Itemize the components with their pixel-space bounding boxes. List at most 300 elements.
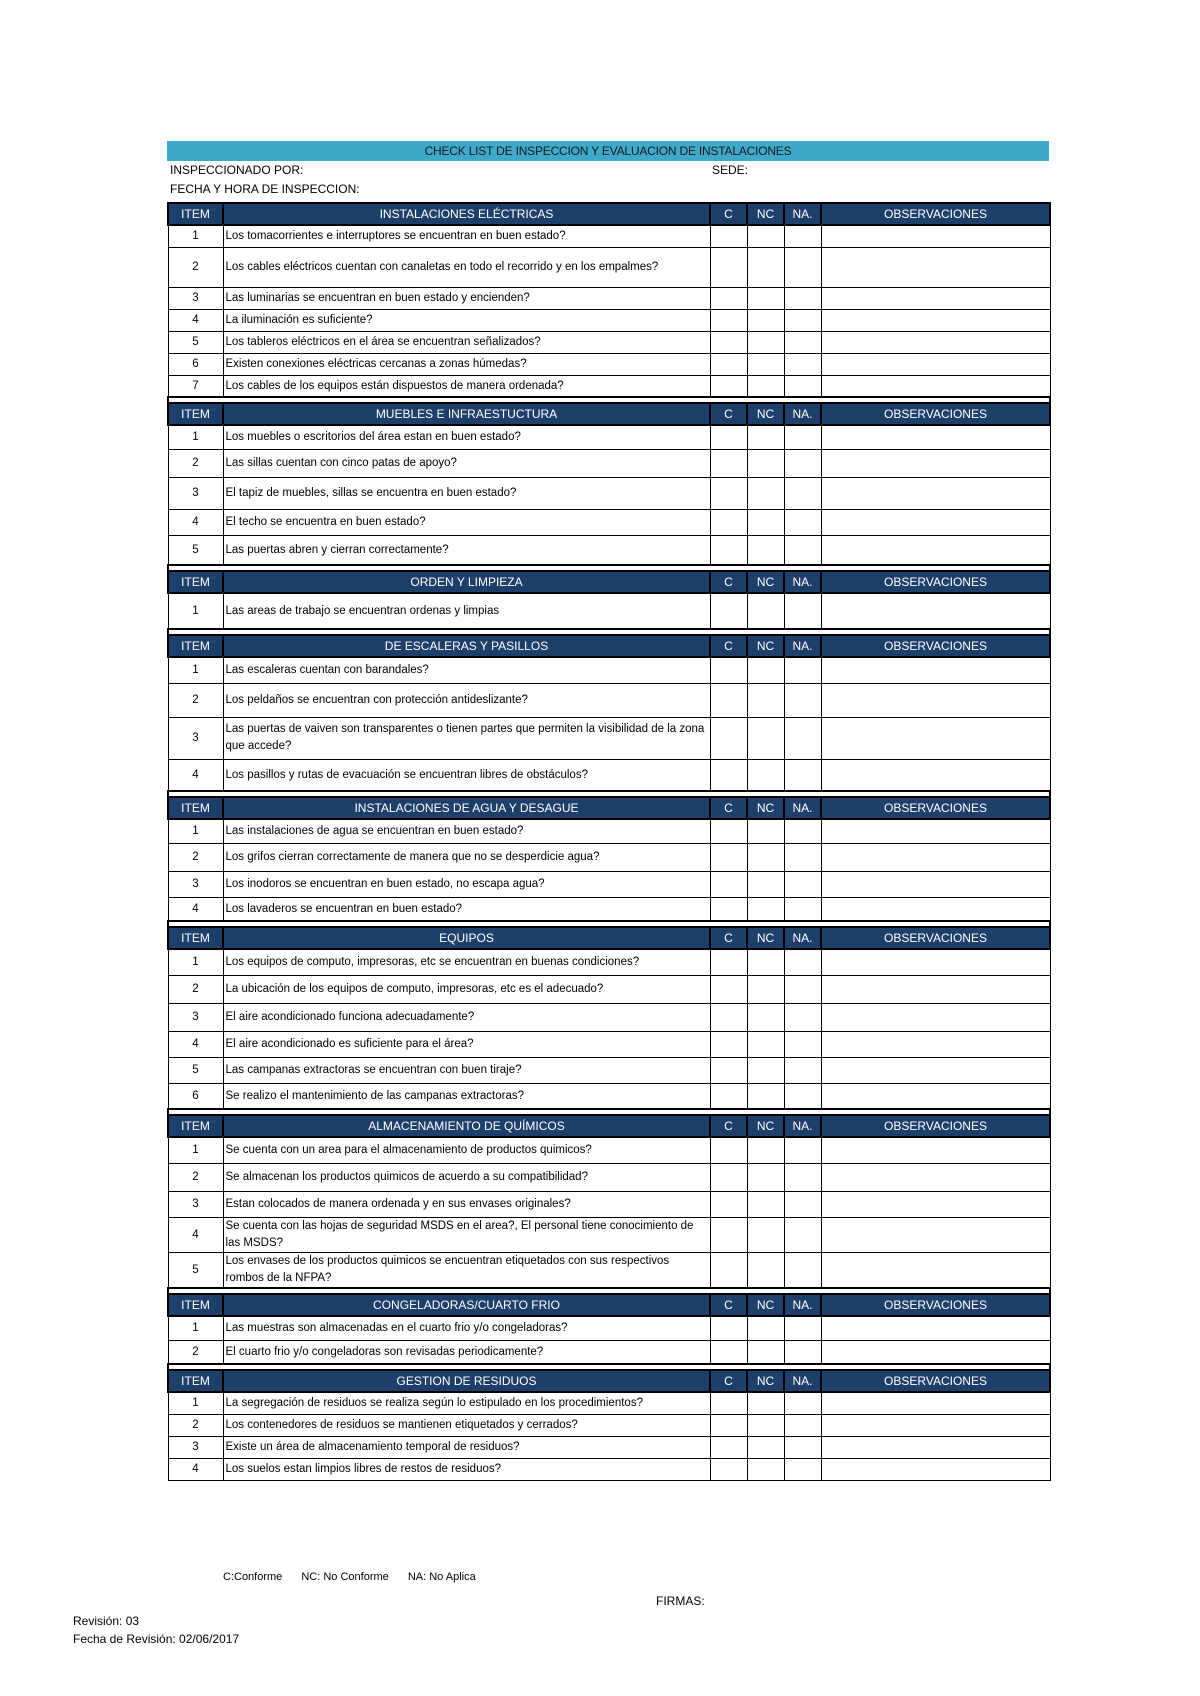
c-checkbox-cell[interactable]	[710, 759, 747, 791]
na-header: NA.	[784, 1294, 821, 1316]
na-checkbox-cell[interactable]	[784, 309, 821, 331]
section-table	[167, 1293, 1051, 1369]
obs-header: OBSERVACIONES	[821, 797, 1050, 819]
c-checkbox-cell[interactable]	[710, 1163, 747, 1191]
section-header	[168, 203, 1050, 225]
legend-na: NA: No Aplica	[407, 1571, 476, 1583]
item-number: 7	[168, 375, 223, 397]
na-header: NA.	[784, 1115, 821, 1137]
c-checkbox-cell[interactable]	[710, 353, 747, 375]
observations-cell[interactable]	[821, 1057, 1050, 1083]
c-header: C	[710, 1370, 747, 1392]
c-checkbox-cell[interactable]	[710, 1191, 747, 1217]
checklist-row	[168, 1057, 1050, 1083]
checklist-row	[168, 1137, 1050, 1163]
na-header: NA.	[784, 1370, 821, 1392]
item-header: ITEM	[168, 403, 223, 425]
section-title: DE ESCALERAS Y PASILLOS	[223, 635, 710, 657]
item-number: 1	[168, 593, 223, 629]
item-header: ITEM	[168, 927, 223, 949]
c-checkbox-cell[interactable]	[710, 535, 747, 565]
question-text: Existen conexiones eléctricas cercanas a zonas húmedas?	[223, 353, 710, 375]
item-number: 4	[168, 897, 223, 921]
na-checkbox-cell[interactable]	[784, 1252, 821, 1288]
observations-cell[interactable]	[821, 1252, 1050, 1288]
section-header	[168, 403, 1050, 425]
c-checkbox-cell[interactable]	[710, 1083, 747, 1109]
observations-cell[interactable]	[821, 717, 1050, 759]
na-header: NA.	[784, 797, 821, 819]
observations-cell[interactable]	[821, 819, 1050, 843]
na-checkbox-cell[interactable]	[784, 843, 821, 871]
section-table	[167, 202, 1051, 402]
observations-cell[interactable]	[821, 871, 1050, 897]
nc-checkbox-cell[interactable]	[747, 949, 784, 975]
item-header: ITEM	[168, 797, 223, 819]
sede-label: SEDE:	[712, 163, 749, 177]
na-checkbox-cell[interactable]	[784, 1191, 821, 1217]
sections-container	[167, 202, 1049, 1481]
nc-checkbox-cell[interactable]	[747, 1252, 784, 1288]
question-text: La ubicación de los equipos de computo, impresoras, etc es el adecuado?	[223, 975, 710, 1003]
na-checkbox-cell[interactable]	[784, 225, 821, 247]
na-checkbox-cell[interactable]	[784, 1057, 821, 1083]
checklist-row	[168, 683, 1050, 717]
nc-checkbox-cell[interactable]	[747, 287, 784, 309]
checklist-row	[168, 1003, 1050, 1031]
observations-cell[interactable]	[821, 1340, 1050, 1364]
na-checkbox-cell[interactable]	[784, 425, 821, 449]
observations-cell[interactable]	[821, 975, 1050, 1003]
section-title: ALMACENAMIENTO DE QUÍMICOS	[223, 1115, 710, 1137]
nc-header: NC	[747, 403, 784, 425]
nc-header: NC	[747, 927, 784, 949]
observations-cell[interactable]	[821, 309, 1050, 331]
question-text: Los tomacorrientes e interruptores se encuentran en buen estado?	[223, 225, 710, 247]
na-checkbox-cell[interactable]	[784, 477, 821, 509]
c-checkbox-cell[interactable]	[710, 1392, 747, 1414]
c-header: C	[710, 571, 747, 593]
c-checkbox-cell[interactable]	[710, 975, 747, 1003]
observations-cell[interactable]	[821, 375, 1050, 397]
na-checkbox-cell[interactable]	[784, 949, 821, 975]
item-number: 3	[168, 1436, 223, 1458]
item-number: 2	[168, 975, 223, 1003]
question-text: Se cuenta con un area para el almacenamiento de productos quimicos?	[223, 1137, 710, 1163]
item-number: 1	[168, 949, 223, 975]
na-checkbox-cell[interactable]	[784, 975, 821, 1003]
nc-header: NC	[747, 203, 784, 225]
c-header: C	[710, 797, 747, 819]
question-text: Los pasillos y rutas de evacuación se encuentran libres de obstáculos?	[223, 759, 710, 791]
observations-cell[interactable]	[821, 843, 1050, 871]
checklist-row	[168, 247, 1050, 287]
section-title: CONGELADORAS/CUARTO FRIO	[223, 1294, 710, 1316]
question-text: Se almacenan los productos quimicos de acuerdo a su compatibilidad?	[223, 1163, 710, 1191]
checklist-row	[168, 975, 1050, 1003]
nc-checkbox-cell[interactable]	[747, 477, 784, 509]
na-checkbox-cell[interactable]	[784, 759, 821, 791]
na-checkbox-cell[interactable]	[784, 593, 821, 629]
na-checkbox-cell[interactable]	[784, 1137, 821, 1163]
observations-cell[interactable]	[821, 1083, 1050, 1109]
nc-checkbox-cell[interactable]	[747, 247, 784, 287]
na-checkbox-cell[interactable]	[784, 1003, 821, 1031]
na-checkbox-cell[interactable]	[784, 1458, 821, 1480]
observations-cell[interactable]	[821, 1217, 1050, 1252]
c-checkbox-cell[interactable]	[710, 657, 747, 683]
c-checkbox-cell[interactable]	[710, 593, 747, 629]
checklist-row	[168, 657, 1050, 683]
observations-cell[interactable]	[821, 897, 1050, 921]
c-checkbox-cell[interactable]	[710, 331, 747, 353]
checklist-row	[168, 353, 1050, 375]
nc-checkbox-cell[interactable]	[747, 425, 784, 449]
c-checkbox-cell[interactable]	[710, 1217, 747, 1252]
observations-cell[interactable]	[821, 1436, 1050, 1458]
date-row	[167, 180, 1049, 199]
na-checkbox-cell[interactable]	[784, 331, 821, 353]
observations-cell[interactable]	[821, 477, 1050, 509]
nc-checkbox-cell[interactable]	[747, 1083, 784, 1109]
na-checkbox-cell[interactable]	[784, 287, 821, 309]
checklist-row	[168, 287, 1050, 309]
c-checkbox-cell[interactable]	[710, 425, 747, 449]
nc-header: NC	[747, 635, 784, 657]
checklist-row	[168, 477, 1050, 509]
c-checkbox-cell[interactable]	[710, 897, 747, 921]
section-header	[168, 1370, 1050, 1392]
c-header: C	[710, 927, 747, 949]
section-table	[167, 1369, 1051, 1481]
question-text: Las puertas de vaiven son transparentes o tienen partes que permiten la visibilidad de la zona que accede?	[223, 717, 710, 759]
observations-cell[interactable]	[821, 535, 1050, 565]
nc-checkbox-cell[interactable]	[747, 1392, 784, 1414]
observations-cell[interactable]	[821, 593, 1050, 629]
c-checkbox-cell[interactable]	[710, 1458, 747, 1480]
nc-checkbox-cell[interactable]	[747, 331, 784, 353]
na-checkbox-cell[interactable]	[784, 683, 821, 717]
section-table	[167, 402, 1051, 570]
c-checkbox-cell[interactable]	[710, 1252, 747, 1288]
nc-checkbox-cell[interactable]	[747, 683, 784, 717]
date-label: FECHA Y HORA DE INSPECCION:	[170, 182, 360, 196]
section-header	[168, 1294, 1050, 1316]
question-text: Los contenedores de residuos se mantienen etiquetados y cerrados?	[223, 1414, 710, 1436]
checklist-row	[168, 593, 1050, 629]
c-checkbox-cell[interactable]	[710, 287, 747, 309]
nc-checkbox-cell[interactable]	[747, 309, 784, 331]
c-checkbox-cell[interactable]	[710, 819, 747, 843]
observations-cell[interactable]	[821, 949, 1050, 975]
item-number: 4	[168, 509, 223, 535]
na-checkbox-cell[interactable]	[784, 509, 821, 535]
question-text: Se cuenta con las hojas de seguridad MSDS en el area?, El personal tiene conocimiento de las MSDS?	[223, 1217, 710, 1252]
question-text: El aire acondicionado funciona adecuadamente?	[223, 1003, 710, 1031]
item-number: 4	[168, 309, 223, 331]
c-checkbox-cell[interactable]	[710, 717, 747, 759]
section-title: INSTALACIONES ELÉCTRICAS	[223, 203, 710, 225]
question-text: Las instalaciones de agua se encuentran en buen estado?	[223, 819, 710, 843]
item-number: 2	[168, 1414, 223, 1436]
observations-cell[interactable]	[821, 1316, 1050, 1340]
nc-checkbox-cell[interactable]	[747, 1137, 784, 1163]
observations-cell[interactable]	[821, 657, 1050, 683]
revision-date-label: Fecha de Revisión: 02/06/2017	[73, 1632, 240, 1646]
question-text: La iluminación es suficiente?	[223, 309, 710, 331]
section-title: EQUIPOS	[223, 927, 710, 949]
item-number: 1	[168, 425, 223, 449]
c-checkbox-cell[interactable]	[710, 1031, 747, 1057]
item-header: ITEM	[168, 203, 223, 225]
inspector-label: INSPECCIONADO POR:	[170, 163, 304, 177]
obs-header: OBSERVACIONES	[821, 1115, 1050, 1137]
c-checkbox-cell[interactable]	[710, 449, 747, 477]
c-checkbox-cell[interactable]	[710, 1340, 747, 1364]
na-header: NA.	[784, 635, 821, 657]
nc-checkbox-cell[interactable]	[747, 1436, 784, 1458]
nc-checkbox-cell[interactable]	[747, 1340, 784, 1364]
nc-checkbox-cell[interactable]	[747, 509, 784, 535]
question-text: Los tableros eléctricos en el área se encuentran señalizados?	[223, 331, 710, 353]
checklist-row	[168, 1340, 1050, 1364]
checklist-row	[168, 1252, 1050, 1288]
observations-cell[interactable]	[821, 287, 1050, 309]
na-checkbox-cell[interactable]	[784, 871, 821, 897]
item-number: 1	[168, 225, 223, 247]
question-text: Las areas de trabajo se encuentran ordenas y limpias	[223, 593, 710, 629]
checklist-row	[168, 1163, 1050, 1191]
na-header: NA.	[784, 403, 821, 425]
na-checkbox-cell[interactable]	[784, 717, 821, 759]
c-header: C	[710, 403, 747, 425]
observations-cell[interactable]	[821, 509, 1050, 535]
question-text: El techo se encuentra en buen estado?	[223, 509, 710, 535]
nc-checkbox-cell[interactable]	[747, 353, 784, 375]
c-checkbox-cell[interactable]	[710, 1137, 747, 1163]
item-number: 3	[168, 1191, 223, 1217]
item-number: 3	[168, 287, 223, 309]
item-number: 1	[168, 1137, 223, 1163]
question-text: Los muebles o escritorios del área estan en buen estado?	[223, 425, 710, 449]
nc-checkbox-cell[interactable]	[747, 975, 784, 1003]
c-checkbox-cell[interactable]	[710, 247, 747, 287]
section-table	[167, 796, 1051, 926]
obs-header: OBSERVACIONES	[821, 635, 1050, 657]
c-checkbox-cell[interactable]	[710, 477, 747, 509]
na-checkbox-cell[interactable]	[784, 535, 821, 565]
nc-checkbox-cell[interactable]	[747, 375, 784, 397]
firmas-label: FIRMAS:	[656, 1594, 705, 1608]
c-checkbox-cell[interactable]	[710, 949, 747, 975]
form-title: CHECK LIST DE INSPECCION Y EVALUACION DE INSTALACIONES	[167, 141, 1049, 161]
section-header	[168, 927, 1050, 949]
observations-cell[interactable]	[821, 1137, 1050, 1163]
nc-checkbox-cell[interactable]	[747, 843, 784, 871]
inspector-row	[167, 161, 1049, 180]
section-table	[167, 926, 1051, 1114]
question-text: Se realizo el mantenimiento de las campanas extractoras?	[223, 1083, 710, 1109]
nc-checkbox-cell[interactable]	[747, 1163, 784, 1191]
item-header: ITEM	[168, 1294, 223, 1316]
nc-checkbox-cell[interactable]	[747, 897, 784, 921]
c-checkbox-cell[interactable]	[710, 225, 747, 247]
c-checkbox-cell[interactable]	[710, 375, 747, 397]
c-checkbox-cell[interactable]	[710, 1057, 747, 1083]
c-checkbox-cell[interactable]	[710, 1414, 747, 1436]
checklist-row	[168, 1316, 1050, 1340]
c-checkbox-cell[interactable]	[710, 509, 747, 535]
c-header: C	[710, 1115, 747, 1137]
item-number: 2	[168, 683, 223, 717]
na-checkbox-cell[interactable]	[784, 1031, 821, 1057]
observations-cell[interactable]	[821, 759, 1050, 791]
item-header: ITEM	[168, 635, 223, 657]
c-header: C	[710, 203, 747, 225]
observations-cell[interactable]	[821, 1163, 1050, 1191]
item-number: 6	[168, 1083, 223, 1109]
na-checkbox-cell[interactable]	[784, 1083, 821, 1109]
observations-cell[interactable]	[821, 1414, 1050, 1436]
nc-checkbox-cell[interactable]	[747, 1458, 784, 1480]
na-checkbox-cell[interactable]	[784, 1163, 821, 1191]
c-checkbox-cell[interactable]	[710, 1003, 747, 1031]
nc-checkbox-cell[interactable]	[747, 1414, 784, 1436]
na-checkbox-cell[interactable]	[784, 449, 821, 477]
obs-header: OBSERVACIONES	[821, 1370, 1050, 1392]
nc-header: NC	[747, 1115, 784, 1137]
obs-header: OBSERVACIONES	[821, 1294, 1050, 1316]
item-number: 4	[168, 1217, 223, 1252]
question-text: Estan colocados de manera ordenada y en sus envases originales?	[223, 1191, 710, 1217]
observations-cell[interactable]	[821, 1458, 1050, 1480]
nc-checkbox-cell[interactable]	[747, 449, 784, 477]
observations-cell[interactable]	[821, 1191, 1050, 1217]
nc-checkbox-cell[interactable]	[747, 1057, 784, 1083]
checklist-row	[168, 759, 1050, 791]
observations-cell[interactable]	[821, 449, 1050, 477]
c-checkbox-cell[interactable]	[710, 1436, 747, 1458]
observations-cell[interactable]	[821, 1031, 1050, 1057]
na-checkbox-cell[interactable]	[784, 247, 821, 287]
nc-checkbox-cell[interactable]	[747, 819, 784, 843]
item-number: 3	[168, 871, 223, 897]
checklist-row	[168, 1414, 1050, 1436]
na-checkbox-cell[interactable]	[784, 1340, 821, 1364]
observations-cell[interactable]	[821, 683, 1050, 717]
checklist-row	[168, 717, 1050, 759]
question-text: Las campanas extractoras se encuentran con buen tiraje?	[223, 1057, 710, 1083]
na-checkbox-cell[interactable]	[784, 897, 821, 921]
question-text: El aire acondicionado es suficiente para el área?	[223, 1031, 710, 1057]
na-checkbox-cell[interactable]	[784, 375, 821, 397]
section-table	[167, 1114, 1051, 1293]
na-checkbox-cell[interactable]	[784, 1414, 821, 1436]
item-number: 5	[168, 1252, 223, 1288]
item-number: 1	[168, 657, 223, 683]
section-header	[168, 571, 1050, 593]
nc-checkbox-cell[interactable]	[747, 759, 784, 791]
c-checkbox-cell[interactable]	[710, 843, 747, 871]
nc-header: NC	[747, 571, 784, 593]
c-checkbox-cell[interactable]	[710, 1316, 747, 1340]
c-checkbox-cell[interactable]	[710, 871, 747, 897]
nc-checkbox-cell[interactable]	[747, 1316, 784, 1340]
revision-label: Revisión: 03	[73, 1614, 140, 1628]
question-text: Los cables eléctricos cuentan con canaletas en todo el recorrido y en los empalmes?	[223, 247, 710, 287]
nc-header: NC	[747, 1370, 784, 1392]
legend	[223, 1571, 492, 1583]
na-checkbox-cell[interactable]	[784, 1316, 821, 1340]
question-text: Las puertas abren y cierran correctamente?	[223, 535, 710, 565]
nc-checkbox-cell[interactable]	[747, 1191, 784, 1217]
nc-checkbox-cell[interactable]	[747, 1031, 784, 1057]
nc-checkbox-cell[interactable]	[747, 1003, 784, 1031]
observations-cell[interactable]	[821, 425, 1050, 449]
question-text: Las sillas cuentan con cinco patas de apoyo?	[223, 449, 710, 477]
na-checkbox-cell[interactable]	[784, 353, 821, 375]
item-number: 4	[168, 759, 223, 791]
observations-cell[interactable]	[821, 353, 1050, 375]
observations-cell[interactable]	[821, 225, 1050, 247]
question-text: El cuarto frio y/o congeladoras son revisadas periodicamente?	[223, 1340, 710, 1364]
item-number: 5	[168, 331, 223, 353]
na-header: NA.	[784, 927, 821, 949]
na-checkbox-cell[interactable]	[784, 819, 821, 843]
item-number: 2	[168, 1163, 223, 1191]
question-text: Existe un área de almacenamiento temporal de residuos?	[223, 1436, 710, 1458]
section-title: INSTALACIONES DE AGUA Y DESAGUE	[223, 797, 710, 819]
section-header	[168, 797, 1050, 819]
observations-cell[interactable]	[821, 331, 1050, 353]
checklist-row	[168, 449, 1050, 477]
observations-cell[interactable]	[821, 1003, 1050, 1031]
observations-cell[interactable]	[821, 247, 1050, 287]
c-header: C	[710, 635, 747, 657]
nc-checkbox-cell[interactable]	[747, 717, 784, 759]
nc-checkbox-cell[interactable]	[747, 593, 784, 629]
na-checkbox-cell[interactable]	[784, 1217, 821, 1252]
nc-checkbox-cell[interactable]	[747, 535, 784, 565]
na-header: NA.	[784, 203, 821, 225]
item-header: ITEM	[168, 571, 223, 593]
item-number: 3	[168, 1003, 223, 1031]
nc-checkbox-cell[interactable]	[747, 1217, 784, 1252]
nc-checkbox-cell[interactable]	[747, 657, 784, 683]
item-number: 5	[168, 535, 223, 565]
section-table	[167, 634, 1051, 796]
item-number: 2	[168, 449, 223, 477]
section-title: ORDEN Y LIMPIEZA	[223, 571, 710, 593]
na-checkbox-cell[interactable]	[784, 657, 821, 683]
nc-checkbox-cell[interactable]	[747, 871, 784, 897]
na-checkbox-cell[interactable]	[784, 1436, 821, 1458]
na-checkbox-cell[interactable]	[784, 1392, 821, 1414]
nc-checkbox-cell[interactable]	[747, 225, 784, 247]
item-number: 4	[168, 1458, 223, 1480]
c-checkbox-cell[interactable]	[710, 683, 747, 717]
item-number: 1	[168, 1392, 223, 1414]
checklist-row	[168, 1392, 1050, 1414]
observations-cell[interactable]	[821, 1392, 1050, 1414]
checklist-row	[168, 819, 1050, 843]
c-checkbox-cell[interactable]	[710, 309, 747, 331]
checklist-row	[168, 535, 1050, 565]
item-number: 2	[168, 247, 223, 287]
checklist-row	[168, 897, 1050, 921]
question-text: La segregación de residuos se realiza según lo estipulado en los procedimientos?	[223, 1392, 710, 1414]
checklist-row	[168, 1458, 1050, 1480]
